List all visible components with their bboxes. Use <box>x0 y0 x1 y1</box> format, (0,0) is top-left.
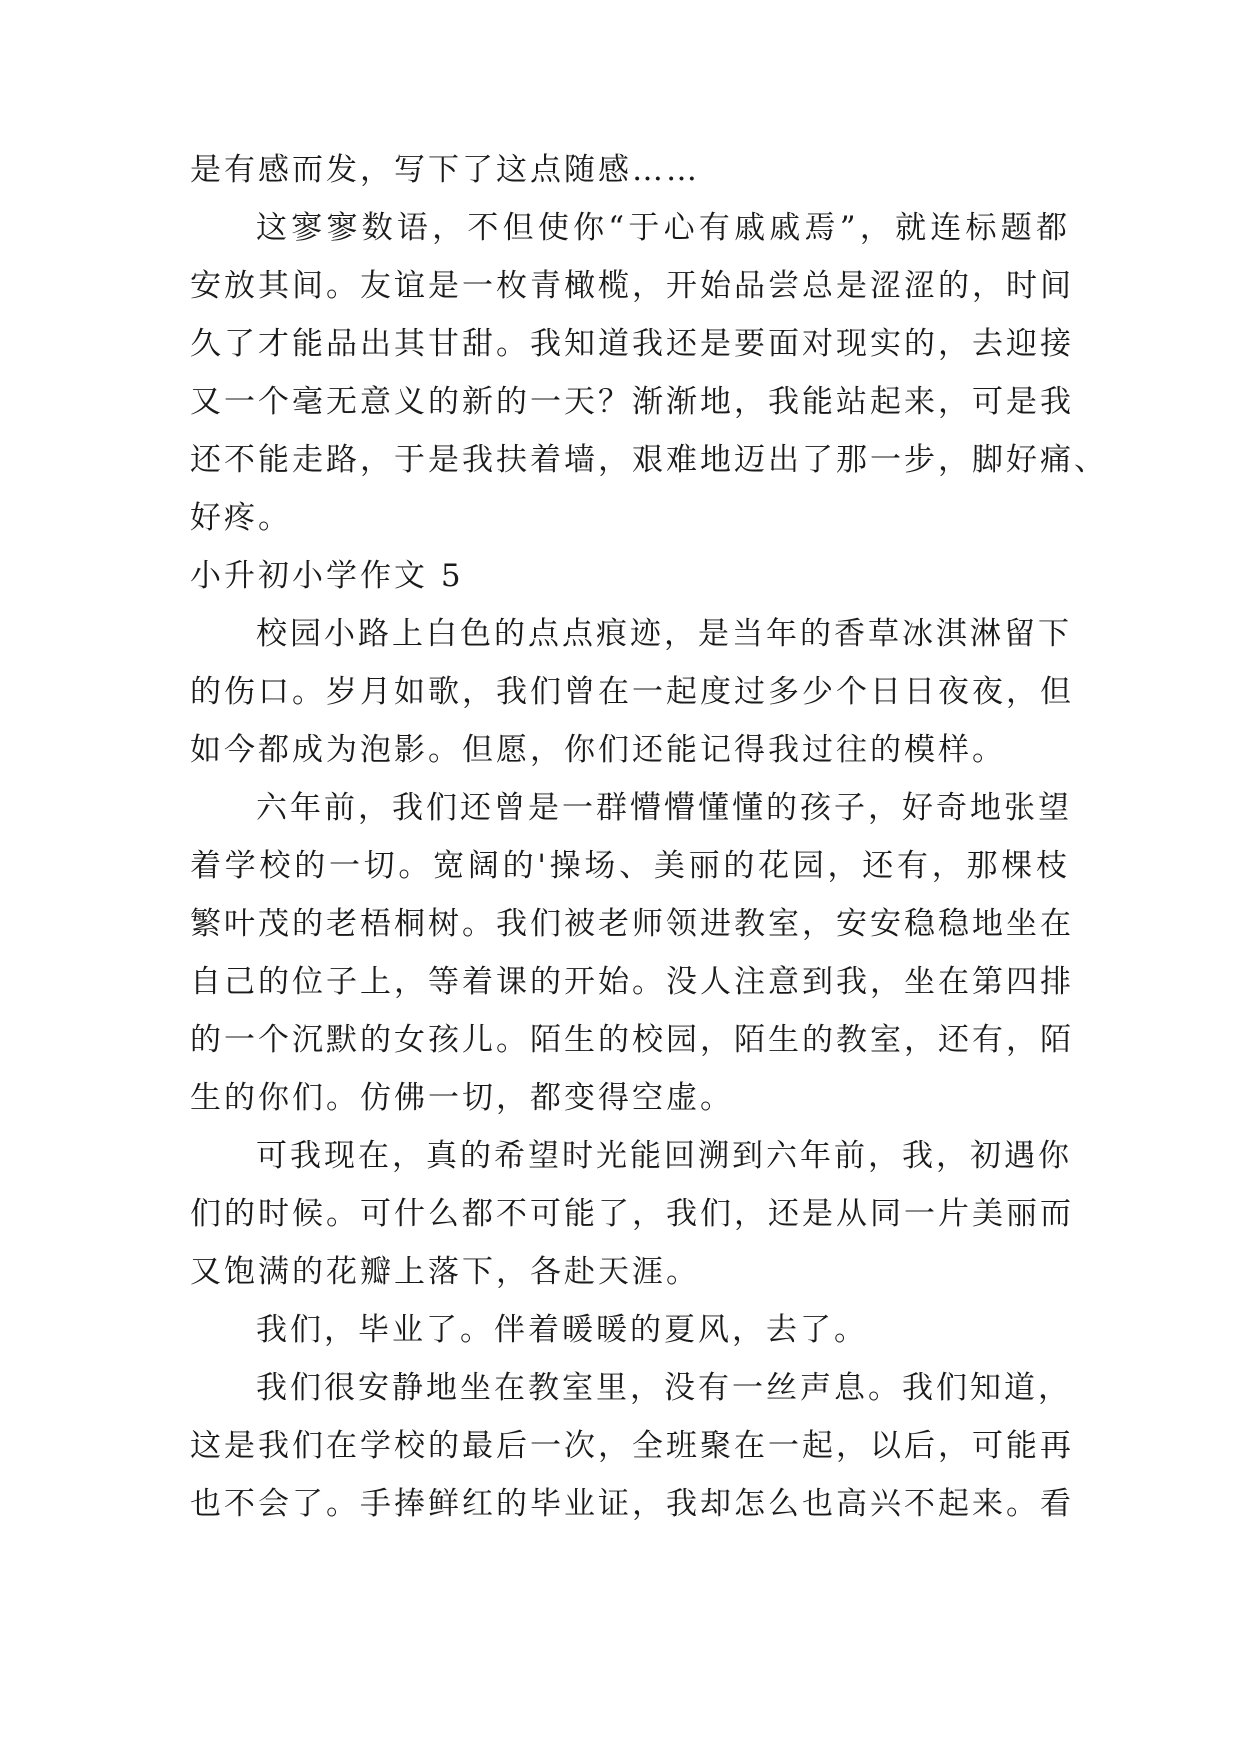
text-line: 是有感而发，写下了这点随感…… <box>190 152 700 188</box>
section-heading: 小升初小学作文 5 <box>190 558 464 594</box>
text-line: 安放其间。友谊是一枚青橄榄，开始品尝总是涩涩的，时间 <box>190 268 1074 304</box>
text-line: 校园小路上白色的点点痕迹，是当年的香草冰淇淋留下 <box>256 616 1072 652</box>
text-line: 这是我们在学校的最后一次，全班聚在一起，以后，可能再 <box>190 1428 1074 1464</box>
text-line: 六年前，我们还曾是一群懵懵懂懂的孩子，好奇地张望 <box>256 790 1072 826</box>
text-line: 我们，毕业了。伴着暖暖的夏风，去了。 <box>256 1312 868 1348</box>
text-line: 的一个沉默的女孩儿。陌生的校园，陌生的教室，还有，陌 <box>190 1022 1074 1058</box>
text-line: 这寥寥数语，不但使你“于心有戚戚焉”，就连标题都 <box>256 210 1070 246</box>
text-line: 又饱满的花瓣上落下，各赴天涯。 <box>190 1254 700 1290</box>
text-line: 的伤口。岁月如歌，我们曾在一起度过多少个日日夜夜，但 <box>190 674 1074 710</box>
text-line: 生的你们。仿佛一切，都变得空虚。 <box>190 1080 734 1116</box>
text-line: 可我现在，真的希望时光能回溯到六年前，我，初遇你 <box>256 1138 1072 1174</box>
text-line: 们的时候。可什么都不可能了，我们，还是从同一片美丽而 <box>190 1196 1074 1232</box>
text-line: 如今都成为泡影。但愿，你们还能记得我过往的模样。 <box>190 732 1006 768</box>
text-line: 还不能走路，于是我扶着墙，艰难地迈出了那一步，脚好痛、 <box>190 442 1108 478</box>
text-line: 好疼。 <box>190 500 292 536</box>
text-line: 也不会了。手捧鲜红的毕业证，我却怎么也高兴不起来。看 <box>190 1486 1074 1522</box>
text-line: 着学校的一切。宽阔的'操场、美丽的花园，还有，那棵枝 <box>190 848 1070 884</box>
text-line: 繁叶茂的老梧桐树。我们被老师领进教室，安安稳稳地坐在 <box>190 906 1074 942</box>
text-line: 久了才能品出其甘甜。我知道我还是要面对现实的，去迎接 <box>190 326 1074 362</box>
text-line: 自己的位子上，等着课的开始。没人注意到我，坐在第四排 <box>190 964 1074 1000</box>
text-line: 我们很安静地坐在教室里，没有一丝声息。我们知道， <box>256 1370 1072 1406</box>
text-line: 又一个毫无意义的新的一天？渐渐地，我能站起来，可是我 <box>190 384 1074 420</box>
